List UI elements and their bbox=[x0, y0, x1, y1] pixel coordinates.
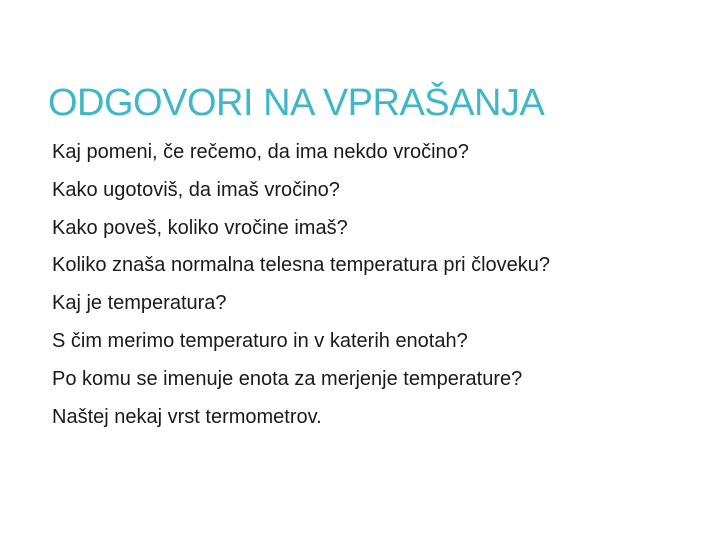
question-item: Po komu se imenuje enota za merjenje temperature? bbox=[52, 367, 523, 390]
question-item: Kako poveš, koliko vročine imaš? bbox=[52, 216, 348, 239]
question-item: Kako ugotoviš, da imaš vročino? bbox=[52, 178, 340, 201]
slide-title: ODGOVORI NA VPRAŠANJA bbox=[48, 82, 545, 124]
question-list bbox=[52, 134, 550, 436]
question-item: Kaj pomeni, če rečemo, da ima nekdo vročino? bbox=[52, 141, 469, 163]
question-item: Koliko znaša normalna telesna temperatura pri človeku? bbox=[52, 254, 551, 277]
question-item: Kaj je temperatura? bbox=[52, 292, 227, 315]
question-item: S čim merimo temperaturo in v katerih enotah? bbox=[52, 329, 468, 352]
question-item: Naštej nekaj vrst termometrov. bbox=[52, 405, 322, 428]
